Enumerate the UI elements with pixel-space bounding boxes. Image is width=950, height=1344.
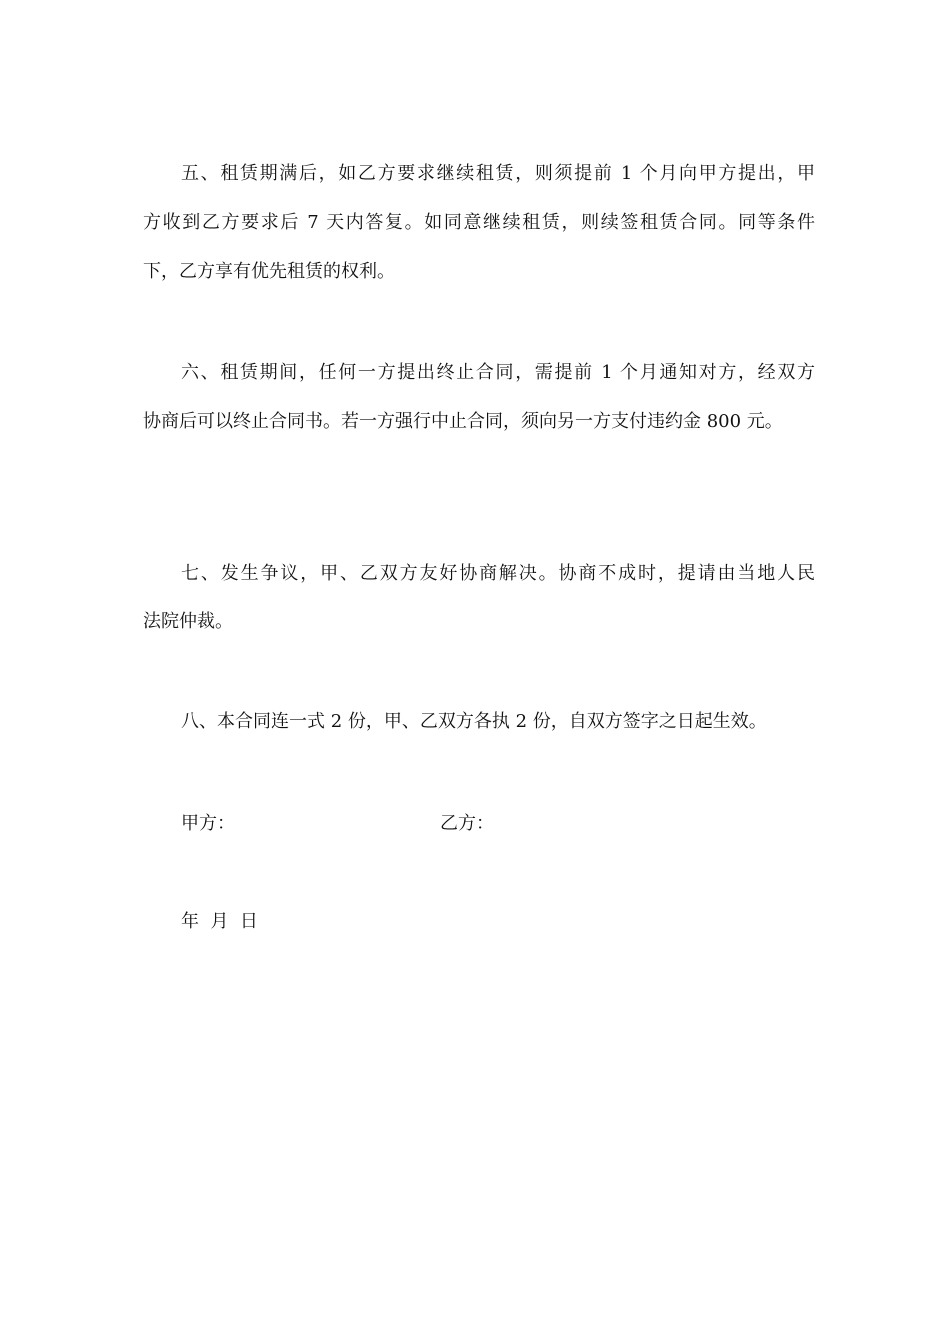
clause-8-paragraph: [143, 708, 815, 735]
signing-date-line: 年 月 日: [181, 911, 258, 932]
clause-5-line-3: 下，乙方享有优先租赁的权利。: [143, 261, 395, 282]
clause-8-line-1: 八、本合同连一式 2 份，甲、乙双方各执 2 份，自双方签字之日起生效。: [181, 711, 767, 732]
clause-5-paragraph: [143, 160, 815, 307]
clause-6-paragraph: [143, 359, 815, 457]
clause-7-line-1: 七、发生争议，甲、乙双方友好协商解决。协商不成时，提请由当地人民: [181, 563, 815, 584]
clause-5-line-2: 方收到乙方要求后 7 天内答复。如同意继续租赁，则续签租赁合同。同等条件: [143, 212, 815, 233]
party-a-signature-label: 甲方：: [181, 813, 235, 834]
clause-5-line-1: 五、租赁期满后，如乙方要求继续租赁，则须提前 1 个月向甲方提出，甲: [181, 163, 815, 184]
clause-7-paragraph: [143, 560, 815, 656]
party-b-signature-label: 乙方：: [440, 813, 494, 834]
clause-6-line-2: 协商后可以终止合同书。若一方强行中止合同，须向另一方支付违约金 800 元。: [143, 411, 783, 432]
clause-7-line-2: 法院仲裁。: [143, 611, 233, 632]
clause-6-line-1: 六、租赁期间，任何一方提出终止合同，需提前 1 个月通知对方，经双方: [181, 362, 815, 383]
